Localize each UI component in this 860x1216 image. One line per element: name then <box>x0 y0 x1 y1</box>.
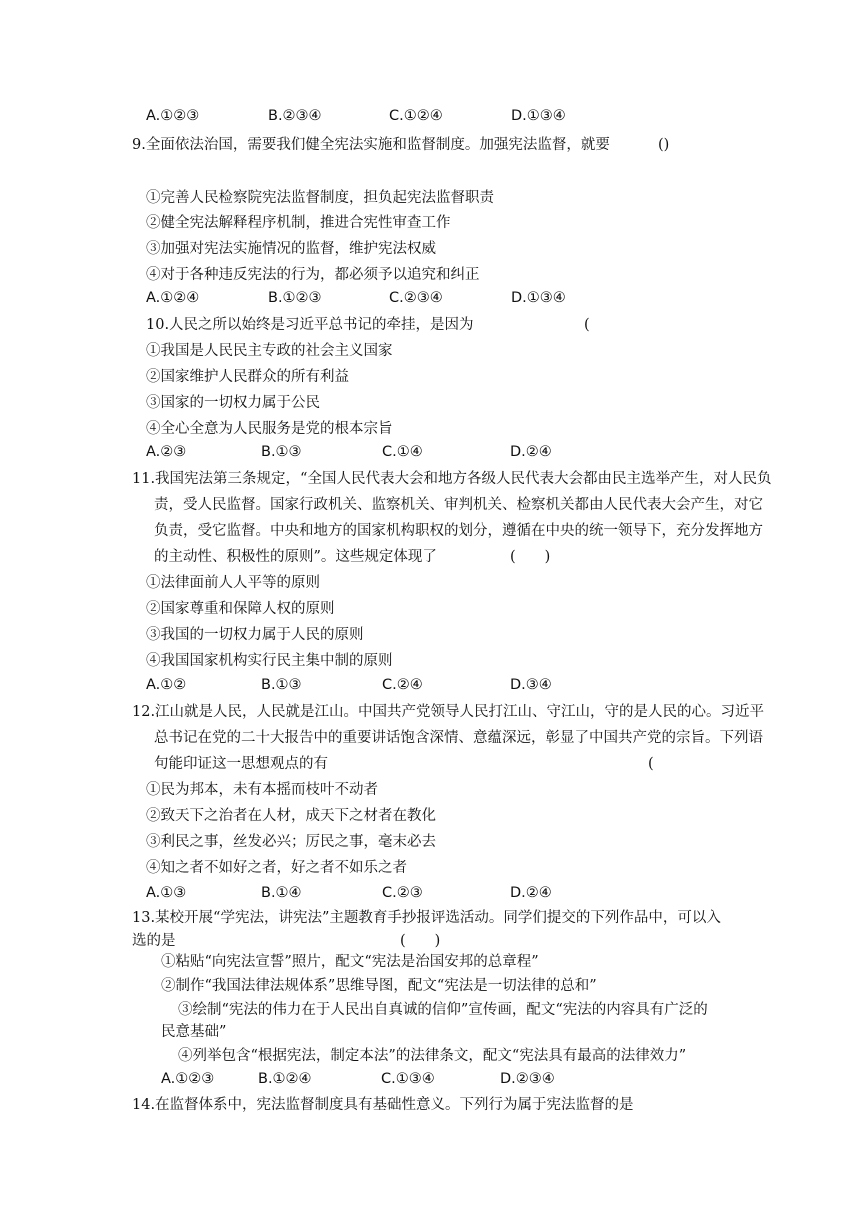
q8-option-d: D.①③④ <box>511 108 566 124</box>
q11-option-d: D.③④ <box>510 677 552 693</box>
q10-option-d: D.②④ <box>510 444 552 460</box>
q12-options <box>0 882 860 904</box>
q9-item-3: ③加强对宪法实施情况的监督，维护宪法权威 <box>146 241 436 257</box>
q10-answer-blank: ( <box>584 317 590 333</box>
q11-option-c: C.②④ <box>382 677 423 693</box>
q10-item-2: ②国家维护人民群众的所有利益 <box>146 369 349 385</box>
q12-option-c: C.②③ <box>382 885 423 901</box>
q9-answer-blank: () <box>658 137 670 153</box>
q12-option-d: D.②④ <box>510 885 552 901</box>
q13-stem-line-2: 选的是 <box>132 933 176 949</box>
q12-item-4: ④知之者不如好之者，好之者不如乐之者 <box>146 860 407 876</box>
q10-option-a: A.②③ <box>146 444 187 460</box>
q9-option-c: C.②③④ <box>389 290 443 306</box>
q11-answer-blank: ( ) <box>510 549 551 565</box>
q9-item-2: ②健全宪法解释程序机制，推进合宪性审查工作 <box>146 215 451 231</box>
q13-item-1: ①粘贴“向宪法宣誓”照片，配文“宪法是治国安邦的总章程” <box>161 954 539 970</box>
q12-option-b: B.①④ <box>261 885 302 901</box>
q10-option-b: B.①③ <box>261 444 302 460</box>
q11-option-a: A.①② <box>146 677 187 693</box>
q11-stem-line-2: 责，受人民监督。国家行政机关、监察机关、审判机关、检察机关都由人民代表大会产生，对它 <box>154 497 763 513</box>
q12-item-2: ②致天下之治者在人材，成天下之材者在教化 <box>146 808 436 824</box>
q10-item-3: ③国家的一切权力属于公民 <box>146 395 320 411</box>
q12-stem-line-1: 12.江山就是人民，人民就是江山。中国共产党领导人民打江山、守江山，守的是人民的心。习近平 <box>132 704 765 720</box>
q9-option-b: B.①②③ <box>268 290 322 306</box>
q12-item-1: ①民为邦本，未有本摇而枝叶不动者 <box>146 782 378 798</box>
q8-option-c: C.①②④ <box>389 108 443 124</box>
q14-stem: 14.在监督体系中，宪法监督制度具有基础性意义。下列行为属于宪法监督的是 <box>132 1097 634 1113</box>
q13-item-3: ③绘制“宪法的伟力在于人民出自真诚的信仰”宣传画，配文“宪法的内容具有广泛的 <box>178 1002 708 1018</box>
q9-options <box>0 287 860 309</box>
q13-option-c: C.①③④ <box>381 1071 435 1087</box>
q9-option-d: D.①③④ <box>511 290 566 306</box>
q9-stem: 9.全面依法治国，需要我们健全宪法实施和监督制度。加强宪法监督，就要 <box>132 137 610 153</box>
q13-item-4: ④列举包含“根据宪法，制定本法”的法律条文，配文“宪法具有最高的法律效力” <box>178 1048 687 1064</box>
q12-stem-line-3: 句能印证这一思想观点的有 <box>154 756 328 772</box>
q9-item-1: ①完善人民检察院宪法监督制度，担负起宪法监督职责 <box>146 190 494 206</box>
q8-option-b: B.②③④ <box>268 108 322 124</box>
q10-option-c: C.①④ <box>382 444 423 460</box>
q13-options <box>0 1068 860 1090</box>
q11-stem-line-3: 负责，受它监督。中央和地方的国家机构职权的划分，遵循在中央的统一领导下，充分发挥地方 <box>154 523 763 539</box>
q11-stem-line-1: 11.我国宪法第三条规定，“全国人民代表大会和地方各级人民代表大会都由民主选举产生，对人民负 <box>132 471 772 487</box>
q9-item-4: ④对于各种违反宪法的行为，都必须予以追究和纠正 <box>146 267 480 283</box>
q11-item-1: ①法律面前人人平等的原则 <box>146 575 320 591</box>
q13-option-a: A.①②③ <box>161 1071 215 1087</box>
q10-item-4: ④全心全意为人民服务是党的根本宗旨 <box>146 421 393 437</box>
q12-option-a: A.①③ <box>146 885 187 901</box>
q10-item-1: ①我国是人民民主专政的社会主义国家 <box>146 343 393 359</box>
q13-answer-blank: ( ) <box>400 933 441 949</box>
q11-item-4: ④我国国家机构实行民主集中制的原则 <box>146 653 393 669</box>
q12-item-3: ③利民之事，丝发必兴；厉民之事，毫末必去 <box>146 834 436 850</box>
q11-stem-line-4: 的主动性、积极性的原则”。这些规定体现了 <box>154 549 437 565</box>
q11-options <box>0 674 860 696</box>
q11-option-b: B.①③ <box>261 677 302 693</box>
q9-option-a: A.①②④ <box>146 290 200 306</box>
q13-option-d: D.②③④ <box>500 1071 555 1087</box>
q10-options <box>0 441 860 463</box>
q12-answer-blank: ( <box>648 756 654 772</box>
q11-item-2: ②国家尊重和保障人权的原则 <box>146 601 335 617</box>
q13-option-b: B.①②④ <box>258 1071 312 1087</box>
q10-stem: 10.人民之所以始终是习近平总书记的牵挂，是因为 <box>146 317 474 333</box>
q12-stem-line-2: 总书记在党的二十大报告中的重要讲话饱含深情、意蕴深远，彰显了中国共产党的宗旨。下列语 <box>154 730 763 746</box>
q13-item-2: ②制作“我国法律法规体系”思维导图，配文“宪法是一切法律的总和” <box>161 978 597 994</box>
q13-stem-line-1: 13.某校开展“学宪法，讲宪法”主题教育手抄报评选活动。同学们提交的下列作品中，可以入 <box>132 910 721 926</box>
q8-option-a: A.①②③ <box>146 108 200 124</box>
q8-options <box>0 105 860 127</box>
q13-item-3-cont: 民意基础” <box>161 1024 227 1040</box>
q11-item-3: ③我国的一切权力属于人民的原则 <box>146 627 364 643</box>
